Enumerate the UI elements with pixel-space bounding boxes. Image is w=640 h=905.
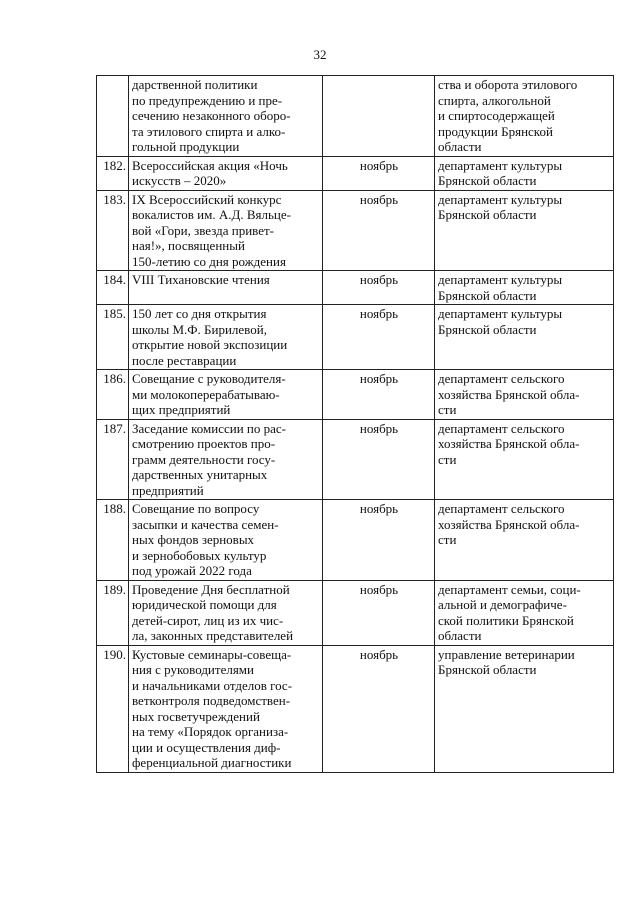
event-name-line: дарственных унитарных bbox=[132, 467, 268, 482]
event-name-line: сечению незаконного оборо- bbox=[132, 108, 291, 123]
table-row bbox=[97, 580, 614, 645]
responsible-cell bbox=[435, 500, 614, 581]
event-name-line: детей-сирот, лиц из их чис- bbox=[132, 612, 284, 628]
event-name-line: ми молокоперерабатываю- bbox=[132, 386, 280, 402]
event-name-line: засыпки и качества семен- bbox=[132, 516, 279, 532]
event-name-line: смотрению проектов про- bbox=[132, 436, 276, 451]
event-date: ноябрь bbox=[323, 305, 435, 370]
row-number: 185. bbox=[97, 305, 129, 370]
table-row bbox=[97, 305, 614, 370]
event-name-line: Совещание по вопросу bbox=[132, 501, 260, 516]
responsible-line: хозяйства Брянской обла- bbox=[438, 516, 580, 532]
event-name-line: ветконтроля подведомствен- bbox=[132, 693, 291, 708]
table-row bbox=[97, 156, 614, 190]
event-name-line: ная!», посвященный bbox=[132, 238, 245, 253]
event-name-line: VIII Тихановские чтения bbox=[132, 272, 270, 287]
responsible-line: Брянской области bbox=[438, 287, 537, 303]
event-name-cell bbox=[129, 305, 323, 370]
event-name-line: ла, законных представителей bbox=[132, 628, 294, 643]
responsible-line: департамент сельского bbox=[438, 371, 565, 386]
responsible-line: ства и оборота этилового bbox=[438, 77, 578, 92]
responsible-cell bbox=[435, 580, 614, 645]
event-name-line: открытие новой экспозиции bbox=[132, 337, 288, 352]
event-name-line: дарственной политики bbox=[132, 77, 258, 92]
event-name-line: предприятий bbox=[132, 482, 204, 498]
responsible-line: альной и демографиче- bbox=[438, 597, 567, 612]
row-number: 182. bbox=[97, 156, 129, 190]
responsible-line: ской политики Брянской bbox=[438, 612, 574, 628]
event-name-line: на тему «Порядок организа- bbox=[132, 724, 289, 739]
event-name-line: Кустовые семинары-совеща- bbox=[132, 646, 292, 662]
event-name-cell bbox=[129, 190, 323, 271]
event-date: ноябрь bbox=[323, 190, 435, 271]
responsible-line: департамент культуры bbox=[438, 272, 563, 287]
event-name-cell bbox=[129, 500, 323, 581]
responsible-line: Брянской области bbox=[438, 662, 537, 677]
row-number: 184. bbox=[97, 271, 129, 305]
event-date: ноябрь bbox=[323, 271, 435, 305]
row-number: 186. bbox=[97, 370, 129, 420]
event-name-cell bbox=[129, 76, 323, 157]
event-name-line: и начальниками отделов гос- bbox=[132, 677, 293, 693]
responsible-line: хозяйства Брянской обла- bbox=[438, 386, 580, 402]
table-row bbox=[97, 645, 614, 772]
event-name-line: IX Всероссийский конкурс bbox=[132, 191, 282, 207]
table-row bbox=[97, 500, 614, 581]
event-name-line: вокалистов им. А.Д. Вяльце- bbox=[132, 207, 291, 222]
event-name-line: ных фондов зерновых bbox=[132, 532, 255, 547]
event-name-line: ции и осуществления диф- bbox=[132, 739, 281, 755]
table-row bbox=[97, 370, 614, 420]
event-name-line: 150-летию со дня рождения bbox=[132, 253, 286, 269]
responsible-line: сти bbox=[438, 402, 457, 417]
responsible-cell bbox=[435, 156, 614, 190]
event-name-line: щих предприятий bbox=[132, 402, 231, 417]
responsible-cell bbox=[435, 645, 614, 772]
event-name-line: вой «Гори, звезда привет- bbox=[132, 222, 275, 238]
responsible-cell bbox=[435, 271, 614, 305]
event-name-line: гольной продукции bbox=[132, 139, 240, 154]
table-row bbox=[97, 271, 614, 305]
event-name-line: и зернобобовых культур bbox=[132, 547, 267, 563]
events-table-body bbox=[97, 76, 614, 773]
responsible-line: области bbox=[438, 139, 482, 154]
event-name-line: грамм деятельности госу- bbox=[132, 451, 276, 467]
event-name-line: ных госветучреждений bbox=[132, 708, 260, 724]
responsible-line: управление ветеринарии bbox=[438, 646, 575, 662]
responsible-line: Брянской области bbox=[438, 173, 537, 188]
events-table bbox=[96, 75, 614, 773]
event-name-line: та этилового спирта и алко- bbox=[132, 123, 286, 139]
responsible-cell bbox=[435, 419, 614, 500]
responsible-line: спирта, алкогольной bbox=[438, 92, 551, 108]
event-name-line: Совещание с руководителя- bbox=[132, 371, 286, 386]
responsible-line: Брянской области bbox=[438, 321, 537, 337]
event-name-line: ференциальной диагностики bbox=[132, 755, 292, 770]
responsible-line: и спиртосодержащей bbox=[438, 108, 555, 123]
event-name-cell bbox=[129, 580, 323, 645]
event-name-line: ния с руководителями bbox=[132, 662, 254, 677]
page-number: 32 bbox=[313, 47, 327, 62]
event-name-line: юридической помощи для bbox=[132, 597, 277, 612]
event-name-line: Заседание комиссии по рас- bbox=[132, 420, 287, 436]
table-row bbox=[97, 419, 614, 500]
row-number: 187. bbox=[97, 419, 129, 500]
row-number: 190. bbox=[97, 645, 129, 772]
event-date: ноябрь bbox=[323, 580, 435, 645]
row-number bbox=[97, 76, 129, 157]
responsible-line: области bbox=[438, 628, 482, 643]
event-date: ноябрь bbox=[323, 419, 435, 500]
row-number: 189. bbox=[97, 580, 129, 645]
responsible-line: департамент семьи, соци- bbox=[438, 581, 581, 597]
responsible-cell bbox=[435, 370, 614, 420]
event-date: ноябрь bbox=[323, 645, 435, 772]
table-row bbox=[97, 76, 614, 157]
responsible-line: сти bbox=[438, 532, 457, 547]
event-name-line: 150 лет со дня открытия bbox=[132, 306, 267, 321]
responsible-line: Брянской области bbox=[438, 207, 537, 222]
responsible-line: департамент культуры bbox=[438, 306, 563, 321]
responsible-line: департамент культуры bbox=[438, 191, 563, 207]
responsible-line: сти bbox=[438, 451, 457, 467]
row-number: 188. bbox=[97, 500, 129, 581]
event-name-cell bbox=[129, 419, 323, 500]
event-name-cell bbox=[129, 156, 323, 190]
responsible-line: хозяйства Брянской обла- bbox=[438, 436, 580, 451]
event-name-line: школы М.Ф. Бирилевой, bbox=[132, 321, 267, 337]
table-row bbox=[97, 190, 614, 271]
event-name-cell bbox=[129, 271, 323, 305]
event-name-line: после реставрации bbox=[132, 352, 237, 368]
row-number: 183. bbox=[97, 190, 129, 271]
responsible-cell bbox=[435, 190, 614, 271]
event-name-line: по предупреждению и пре- bbox=[132, 92, 283, 108]
event-name-line: Всероссийская акция «Ночь bbox=[132, 157, 288, 173]
event-date: ноябрь bbox=[323, 156, 435, 190]
responsible-line: департамент культуры bbox=[438, 157, 563, 173]
event-name-line: искусств – 2020» bbox=[132, 173, 227, 188]
responsible-line: департамент сельского bbox=[438, 501, 565, 516]
event-name-line: под урожай 2022 года bbox=[132, 563, 252, 578]
event-date: ноябрь bbox=[323, 500, 435, 581]
responsible-line: продукции Брянской bbox=[438, 123, 553, 139]
event-name-cell bbox=[129, 370, 323, 420]
event-name-cell bbox=[129, 645, 323, 772]
responsible-line: департамент сельского bbox=[438, 420, 565, 436]
responsible-cell bbox=[435, 76, 614, 157]
event-date: ноябрь bbox=[323, 370, 435, 420]
responsible-cell bbox=[435, 305, 614, 370]
event-date bbox=[323, 76, 435, 157]
event-name-line: Проведение Дня бесплатной bbox=[132, 581, 290, 597]
